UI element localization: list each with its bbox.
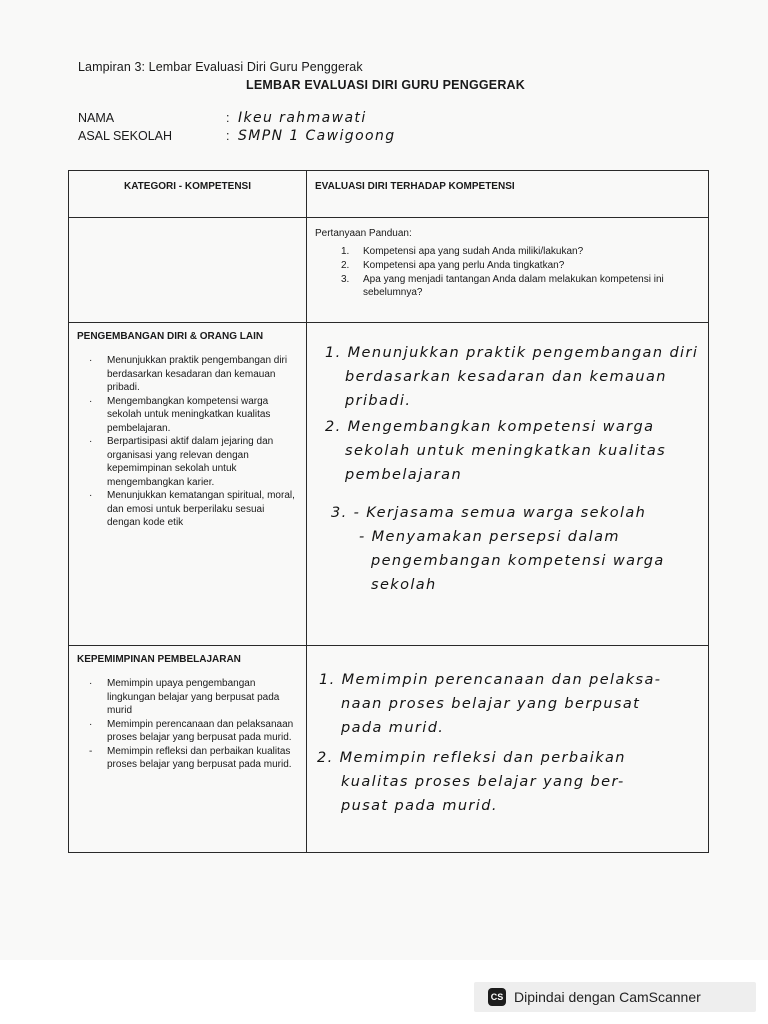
handwritten-answer-line: pembelajaran — [345, 467, 463, 483]
school-row — [78, 128, 396, 144]
guide-list — [315, 245, 700, 299]
competency-item — [77, 435, 298, 489]
competency-bullets — [77, 677, 298, 772]
handwritten-answer-line: kualitas proses belajar yang ber- — [341, 774, 625, 790]
competency-item — [77, 718, 298, 745]
competency-text: Menunjukkan kematangan spiritual, moral, dan emosi untuk berperilaku sesuai dengan kode etik — [107, 490, 295, 528]
guide-question — [315, 273, 700, 299]
guide-question-number: 1. — [341, 246, 350, 257]
handwritten-answer-line: pengembangan kompetensi warga — [371, 553, 665, 569]
guide-question-text: Kompetensi apa yang sudah Anda miliki/lakukan? — [363, 246, 584, 257]
competency-cell-personal — [69, 323, 307, 646]
bullet-mark: · — [89, 395, 93, 407]
bullet-mark: - — [89, 745, 93, 757]
guide-question-text: Apa yang menjadi tantangan Anda dalam melakukan kompetensi ini sebelumnya? — [363, 274, 664, 298]
handwritten-answer-line: berdasarkan kesadaran dan kemauan — [345, 369, 667, 385]
handwritten-answer-line: 1. Menunjukkan praktik pengembangan diri — [325, 345, 699, 361]
school-label: ASAL SEKOLAH — [78, 129, 173, 143]
guide-question-number: 2. — [341, 260, 350, 271]
handwritten-answer-line: - Menyamakan persepsi dalam — [359, 529, 620, 545]
bullet-mark: · — [89, 718, 93, 730]
competency-text: Berpartisipasi aktif dalam jejaring dan organisasi yang relevan dengan kepemimpinan sekolah untuk mengembangkan karier. — [107, 436, 274, 488]
school-value: SMPN 1 Cawigoong — [238, 128, 396, 144]
handwritten-answer-line: naan proses belajar yang berpusat — [341, 696, 641, 712]
handwritten-answer-line: pribadi. — [345, 393, 412, 409]
name-label: NAMA — [78, 111, 115, 125]
guide-question — [315, 259, 700, 272]
competency-bullets — [77, 354, 298, 530]
guide-question — [315, 245, 700, 258]
guide-title: Pertanyaan Panduan: — [315, 228, 412, 239]
competency-text: Memimpin upaya pengembangan lingkungan belajar yang berpusat pada murid — [107, 678, 280, 716]
competency-item — [77, 489, 298, 530]
handwritten-answer-line: pada murid. — [341, 720, 445, 736]
handwritten-answer-line: 2. Mengembangkan kompetensi warga — [325, 419, 655, 435]
guide-questions-cell — [307, 218, 709, 323]
bullet-mark: · — [89, 678, 93, 689]
guide-blank-cell — [69, 218, 307, 323]
bullet-mark: · — [89, 355, 93, 366]
competency-item — [77, 354, 298, 395]
competency-text: Memimpin perencanaan dan pelaksanaan proses belajar yang berpusat pada murid. — [107, 718, 294, 743]
category-header: KATEGORI - KOMPETENSI — [69, 171, 307, 218]
form-title: LEMBAR EVALUASI DIRI GURU PENGGERAK — [246, 78, 526, 92]
name-colon: : — [226, 111, 230, 125]
competency-cell-leadership — [69, 646, 307, 853]
bullet-mark: · — [89, 490, 93, 501]
evaluation-header: EVALUASI DIRI TERHADAP KOMPETENSI — [307, 171, 709, 218]
name-value: Ikeu rahmawati — [238, 110, 367, 126]
handwritten-answer-line: sekolah untuk meningkatkan kualitas — [345, 443, 667, 459]
competency-item — [77, 745, 298, 772]
competency-item — [77, 395, 298, 436]
section-title: PENGEMBANGAN DIRI & ORANG LAIN — [77, 331, 264, 342]
competency-text: Mengembangkan kompetensi warga sekolah untuk meningkatkan kualitas pembelajaran. — [107, 395, 271, 434]
competency-text: Memimpin refleksi dan perbaikan kualitas proses belajar yang berpusat pada murid. — [107, 745, 292, 770]
guide-question-number: 3. — [341, 274, 350, 285]
handwritten-answer-line: 3. - Kerjasama semua warga sekolah — [331, 505, 647, 521]
guide-question-text: Kompetensi apa yang perlu Anda tingkatkan? — [363, 260, 565, 271]
handwritten-answer-line: pusat pada murid. — [341, 798, 498, 814]
handwritten-answer-line: 2. Memimpin refleksi dan perbaikan — [317, 750, 626, 766]
school-colon: : — [226, 129, 230, 143]
answer-cell-personal — [307, 323, 709, 646]
answer-cell-leadership — [307, 646, 709, 853]
camscanner-label: Dipindai dengan CamScanner — [514, 989, 701, 1005]
name-row — [78, 110, 367, 126]
camscanner-watermark — [474, 982, 756, 1012]
evaluation-table — [68, 170, 709, 853]
handwritten-answer-line: 1. Memimpin perencanaan dan pelaksa- — [319, 672, 662, 688]
bullet-mark: · — [89, 436, 93, 447]
camscanner-logo-icon: CS — [488, 988, 506, 1006]
competency-item — [77, 677, 298, 718]
section-title: KEPEMIMPINAN PEMBELAJARAN — [77, 654, 241, 665]
competency-text: Menunjukkan praktik pengembangan diri berdasarkan kesadaran dan kemauan pribadi. — [107, 355, 288, 393]
handwritten-answer-line: sekolah — [371, 577, 437, 593]
appendix-label: Lampiran 3: Lembar Evaluasi Diri Guru Penggerak — [78, 60, 363, 74]
